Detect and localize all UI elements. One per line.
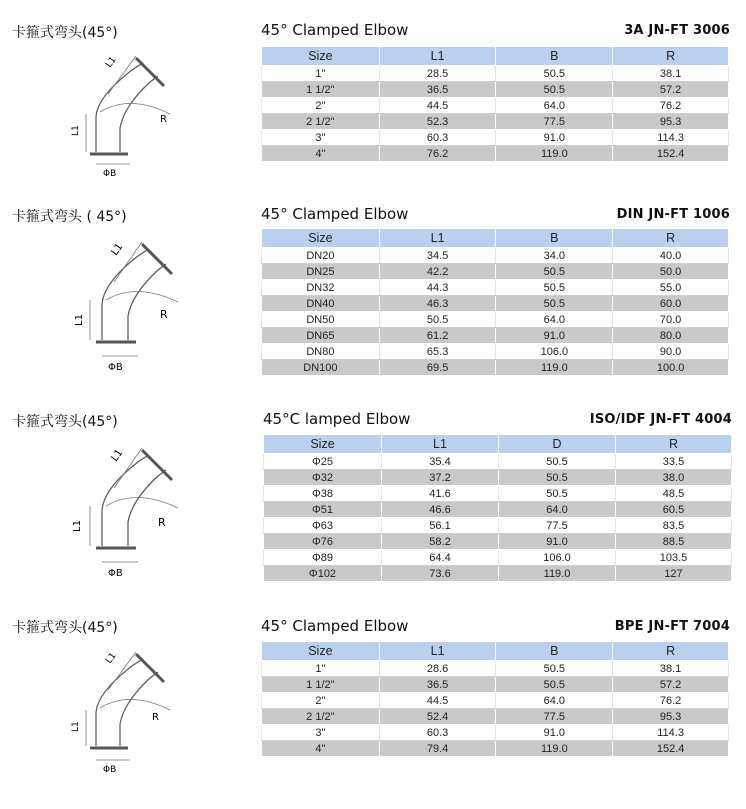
cell-b: 50.5 — [496, 280, 613, 296]
cell-l1: 69.5 — [379, 360, 496, 376]
cell-b: 77.5 — [496, 709, 613, 725]
cell-size: DN50 — [262, 312, 380, 328]
table-row — [264, 502, 732, 518]
standard-code: ISO/IDF JN-FT 4004 — [589, 412, 732, 427]
cell-l1: 34.5 — [379, 248, 496, 264]
cell-size: 3" — [262, 725, 380, 741]
cell-b: 50.5 — [496, 296, 613, 312]
table-title: 45° Clamped Elbow — [261, 21, 409, 39]
table-row — [262, 312, 729, 328]
b-label: ΦB — [103, 169, 117, 179]
cell-r: 38.1 — [613, 661, 729, 677]
cell-d: 50.5 — [499, 486, 616, 502]
column-header: Size — [262, 229, 380, 248]
cell-size: Φ76 — [264, 534, 382, 550]
cell-size: 2" — [262, 693, 380, 709]
cell-size: Φ32 — [264, 470, 382, 486]
table-row — [262, 344, 729, 360]
spec-table — [261, 229, 729, 376]
cell-l1: 52.4 — [379, 709, 496, 725]
table-row — [262, 248, 729, 264]
column-header: L1 — [379, 229, 496, 248]
cell-r: 127 — [616, 566, 732, 582]
table-row — [264, 566, 732, 582]
table-row — [262, 661, 729, 677]
cell-size: 4" — [262, 146, 380, 162]
cell-size: DN25 — [262, 264, 380, 280]
cell-r: 57.2 — [613, 677, 729, 693]
table-row — [262, 280, 729, 296]
column-header: Size — [262, 642, 380, 661]
table-row — [264, 550, 732, 566]
cell-l1: 36.5 — [379, 82, 496, 98]
table-row — [264, 518, 732, 534]
l1-label: L1 — [74, 314, 85, 326]
cell-l1: 28.6 — [379, 661, 496, 677]
table-row — [262, 66, 729, 82]
column-header: Size — [262, 47, 380, 66]
spec-table — [261, 642, 729, 757]
column-header: L1 — [382, 435, 499, 454]
cell-l1: 50.5 — [379, 312, 496, 328]
cell-size: 2" — [262, 98, 380, 114]
cell-r: 55.0 — [613, 280, 729, 296]
cell-size: DN65 — [262, 328, 380, 344]
table-row — [262, 98, 729, 114]
spec-table — [261, 47, 729, 162]
table-row — [264, 486, 732, 502]
cell-size: 1 1/2" — [262, 677, 380, 693]
b-label: ΦB — [108, 568, 123, 579]
standard-code: DIN JN-FT 1006 — [616, 207, 730, 222]
cell-r: 95.3 — [613, 114, 729, 130]
cell-r: 50.0 — [613, 264, 729, 280]
cell-d: 64.0 — [499, 502, 616, 518]
cell-size: Φ51 — [264, 502, 382, 518]
cell-size: 2 1/2" — [262, 114, 380, 130]
table-row — [262, 328, 729, 344]
cell-l1: 44.3 — [379, 280, 496, 296]
cell-d: 106.0 — [499, 550, 616, 566]
cell-b: 50.5 — [496, 661, 613, 677]
cell-l1: 37.2 — [382, 470, 499, 486]
cell-l1: 36.5 — [379, 677, 496, 693]
cell-d: 119.0 — [499, 566, 616, 582]
table-row — [264, 534, 732, 550]
cell-size: Φ25 — [264, 454, 382, 470]
cell-size: Φ102 — [264, 566, 382, 582]
cell-r: 33.5 — [616, 454, 732, 470]
cell-l1: 58.2 — [382, 534, 499, 550]
elbow-drawing — [40, 640, 190, 780]
l1-label: L1 — [71, 125, 81, 136]
l1-label: L1 — [71, 721, 81, 732]
column-header: R — [613, 47, 729, 66]
cell-l1: 60.3 — [379, 725, 496, 741]
table-row — [262, 264, 729, 280]
cell-r: 103.5 — [616, 550, 732, 566]
column-header: R — [616, 435, 732, 454]
column-header: Size — [264, 435, 382, 454]
cell-b: 119.0 — [496, 741, 613, 757]
table-title: 45° Clamped Elbow — [261, 617, 409, 635]
cell-d: 50.5 — [499, 470, 616, 486]
cell-b: 50.5 — [496, 264, 613, 280]
table-row — [262, 130, 729, 146]
cell-l1: 61.2 — [379, 328, 496, 344]
cell-size: DN100 — [262, 360, 380, 376]
table-row — [262, 296, 729, 312]
table-row — [262, 693, 729, 709]
cell-size: DN32 — [262, 280, 380, 296]
cell-r: 76.2 — [613, 98, 729, 114]
l1-angled-label: L1 — [109, 241, 126, 258]
elbow-drawing — [40, 44, 190, 184]
cell-r: 48.5 — [616, 486, 732, 502]
table-row — [262, 677, 729, 693]
cell-size: DN20 — [262, 248, 380, 264]
cell-d: 91.0 — [499, 534, 616, 550]
cell-l1: 42.2 — [379, 264, 496, 280]
cell-r: 114.3 — [613, 130, 729, 146]
column-header: R — [613, 642, 729, 661]
l1-angled-label: L1 — [109, 447, 126, 464]
cell-r: 83.5 — [616, 518, 732, 534]
table-title: 45° Clamped Elbow — [261, 205, 409, 223]
cell-size: DN40 — [262, 296, 380, 312]
product-cn-title: 卡箍式弯头(45°) — [12, 414, 118, 430]
r-label: R — [160, 114, 167, 125]
cell-r: 38.0 — [616, 470, 732, 486]
cell-l1: 44.5 — [379, 693, 496, 709]
cell-b: 119.0 — [496, 146, 613, 162]
column-header: B — [496, 47, 613, 66]
column-header: L1 — [379, 642, 496, 661]
cell-r: 152.4 — [613, 741, 729, 757]
cell-b: 119.0 — [496, 360, 613, 376]
table-row — [264, 470, 732, 486]
l1-label: L1 — [72, 520, 83, 532]
product-cn-title: 卡箍式弯头(45°) — [12, 25, 118, 41]
cell-l1: 76.2 — [379, 146, 496, 162]
cell-size: 2 1/2" — [262, 709, 380, 725]
table-row — [264, 454, 732, 470]
table-row — [262, 709, 729, 725]
cell-size: 1 1/2" — [262, 82, 380, 98]
cell-size: 4" — [262, 741, 380, 757]
cell-r: 80.0 — [613, 328, 729, 344]
cell-b: 50.5 — [496, 82, 613, 98]
cell-r: 70.0 — [613, 312, 729, 328]
column-header: D — [499, 435, 616, 454]
cell-r: 100.0 — [613, 360, 729, 376]
table-title: 45°C lamped Elbow — [263, 410, 411, 428]
cell-b: 50.5 — [496, 66, 613, 82]
table-row — [262, 725, 729, 741]
cell-d: 50.5 — [499, 454, 616, 470]
cell-r: 114.3 — [613, 725, 729, 741]
cell-l1: 41.6 — [382, 486, 499, 502]
cell-r: 60.5 — [616, 502, 732, 518]
cell-b: 91.0 — [496, 328, 613, 344]
column-header: L1 — [379, 47, 496, 66]
cell-b: 91.0 — [496, 130, 613, 146]
l1-angled-label: L1 — [104, 651, 119, 666]
cell-r: 88.5 — [616, 534, 732, 550]
cell-b: 106.0 — [496, 344, 613, 360]
cell-size: 1" — [262, 66, 380, 82]
table-row — [262, 82, 729, 98]
cell-r: 152.4 — [613, 146, 729, 162]
cell-size: 3" — [262, 130, 380, 146]
cell-l1: 28.5 — [379, 66, 496, 82]
cell-l1: 52.3 — [379, 114, 496, 130]
cell-l1: 46.6 — [382, 502, 499, 518]
table-row — [262, 741, 729, 757]
cell-l1: 60.3 — [379, 130, 496, 146]
column-header: R — [613, 229, 729, 248]
cell-l1: 65.3 — [379, 344, 496, 360]
b-label: ΦB — [103, 765, 117, 775]
product-cn-title: 卡箍式弯头(45°) — [12, 620, 118, 636]
cell-b: 77.5 — [496, 114, 613, 130]
column-header: B — [496, 229, 613, 248]
r-label: R — [152, 712, 159, 723]
table-row — [262, 360, 729, 376]
cell-size: Φ89 — [264, 550, 382, 566]
cell-size: Φ38 — [264, 486, 382, 502]
cell-l1: 46.3 — [379, 296, 496, 312]
cell-b: 34.0 — [496, 248, 613, 264]
cell-l1: 73.6 — [382, 566, 499, 582]
cell-d: 77.5 — [499, 518, 616, 534]
cell-size: DN80 — [262, 344, 380, 360]
cell-l1: 44.5 — [379, 98, 496, 114]
cell-b: 64.0 — [496, 98, 613, 114]
cell-r: 95.3 — [613, 709, 729, 725]
standard-code: BPE JN-FT 7004 — [614, 619, 730, 634]
r-label: R — [158, 516, 166, 529]
r-label: R — [160, 308, 168, 321]
cell-b: 64.0 — [496, 693, 613, 709]
cell-b: 64.0 — [496, 312, 613, 328]
cell-r: 60.0 — [613, 296, 729, 312]
cell-l1: 64.4 — [382, 550, 499, 566]
cell-r: 57.2 — [613, 82, 729, 98]
b-label: ΦB — [108, 362, 123, 373]
cell-r: 38.1 — [613, 66, 729, 82]
l1-angled-label: L1 — [104, 55, 119, 70]
standard-code: 3A JN-FT 3006 — [624, 23, 730, 38]
elbow-drawing — [40, 434, 200, 584]
cell-l1: 79.4 — [379, 741, 496, 757]
cell-r: 76.2 — [613, 693, 729, 709]
elbow-drawing — [40, 228, 200, 378]
table-row — [262, 146, 729, 162]
cell-l1: 56.1 — [382, 518, 499, 534]
column-header: B — [496, 642, 613, 661]
spec-table — [263, 435, 732, 582]
cell-r: 40.0 — [613, 248, 729, 264]
cell-size: 1" — [262, 661, 380, 677]
cell-b: 91.0 — [496, 725, 613, 741]
cell-r: 90.0 — [613, 344, 729, 360]
cell-b: 50.5 — [496, 677, 613, 693]
cell-l1: 35.4 — [382, 454, 499, 470]
table-row — [262, 114, 729, 130]
cell-size: Φ63 — [264, 518, 382, 534]
product-cn-title: 卡箍式弯头 ( 45°) — [12, 209, 127, 225]
